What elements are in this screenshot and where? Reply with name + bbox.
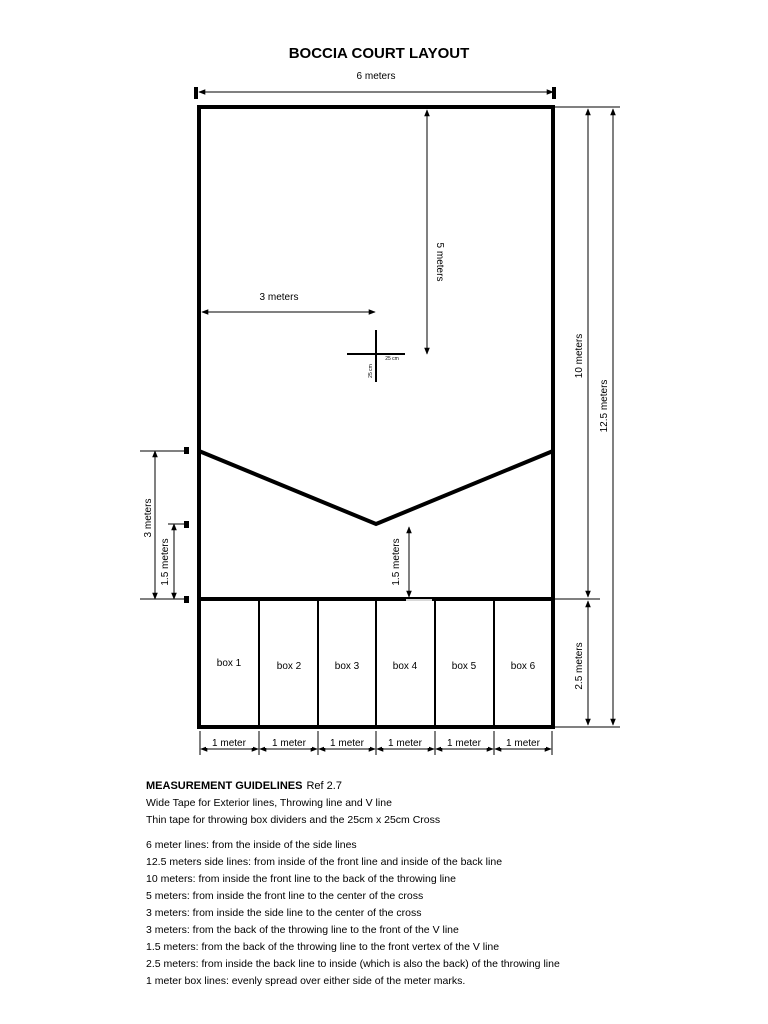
box-width-label: 1 meter: [212, 738, 246, 749]
guidelines-ref: Ref 2.7: [306, 780, 342, 792]
front-to-throw-label: 10 meters: [574, 333, 585, 379]
box-width-label: 1 meter: [272, 738, 306, 749]
box-label: box 1: [216, 658, 242, 669]
box-label: box 5: [451, 661, 477, 672]
guideline-item: 6 meter lines: from the inside of the side lines: [146, 839, 357, 851]
guideline-item: 12.5 meters side lines: from inside of the front line and inside of the back line: [146, 856, 503, 868]
guidelines-heading: MEASUREMENT GUIDELINES: [146, 780, 303, 792]
box-label: box 6: [510, 661, 536, 672]
box-depth-label: 2.5 meters: [574, 642, 585, 690]
v-vertex-outer-tick: [184, 521, 189, 528]
v-line: [199, 451, 553, 524]
box-label: box 3: [334, 661, 360, 672]
box-label: box 4: [392, 661, 418, 672]
cross-from-side-label: 3 meters: [259, 292, 299, 303]
width-label: 6 meters: [356, 71, 396, 82]
diagram-title: BOCCIA COURT LAYOUT: [288, 45, 470, 62]
guideline-item: 3 meters: from the back of the throwing line to the front of the V line: [146, 924, 459, 936]
guideline-item: 3 meters: from inside the side line to the center of the cross: [146, 907, 422, 919]
measurement-guidelines: [146, 778, 746, 990]
guidelines-spacer: [146, 829, 746, 837]
tape-line: Wide Tape for Exterior lines, Throwing line and V line: [146, 797, 392, 809]
box-width-label: 1 meter: [447, 738, 481, 749]
guidelines-header: [146, 778, 746, 795]
guideline-item: 2.5 meters: from inside the back line to inside (which is also the back) of the throwing line: [146, 958, 560, 970]
guideline-item: 1.5 meters: from the back of the throwing line to the front vertex of the V line: [146, 941, 500, 953]
box-width-label: 1 meter: [330, 738, 364, 749]
box-width-label: 1 meter: [506, 738, 540, 749]
v-vertex-outer-label: 1.5 meters: [160, 538, 171, 586]
v-side-tick-bottom: [184, 596, 189, 603]
tape-line: Thin tape for throwing box dividers and the 25cm x 25cm Cross: [146, 814, 441, 826]
width-tick-right: [552, 87, 556, 99]
width-tick-left: [194, 87, 198, 99]
guideline-item: 10 meters: from inside the front line to the back of the throwing line: [146, 873, 456, 885]
v-vertex-inner-label: 1.5 meters: [391, 538, 402, 586]
box-label: box 2: [276, 661, 302, 672]
v-side-label: 3 meters: [143, 498, 154, 538]
v-side-tick-top: [184, 447, 189, 454]
guideline-item: 5 meters: from inside the front line to the center of the cross: [146, 890, 424, 902]
cross-from-front-label: 5 meters: [434, 242, 445, 282]
box-width-label: 1 meter: [388, 738, 422, 749]
guideline-item: 1 meter box lines: evenly spread over either side of the meter marks.: [146, 975, 466, 987]
court-height-label: 12.5 meters: [599, 379, 610, 433]
cross-size-label-h: 25 cm: [385, 356, 399, 362]
cross-size-label-v: 25 cm: [368, 364, 374, 378]
